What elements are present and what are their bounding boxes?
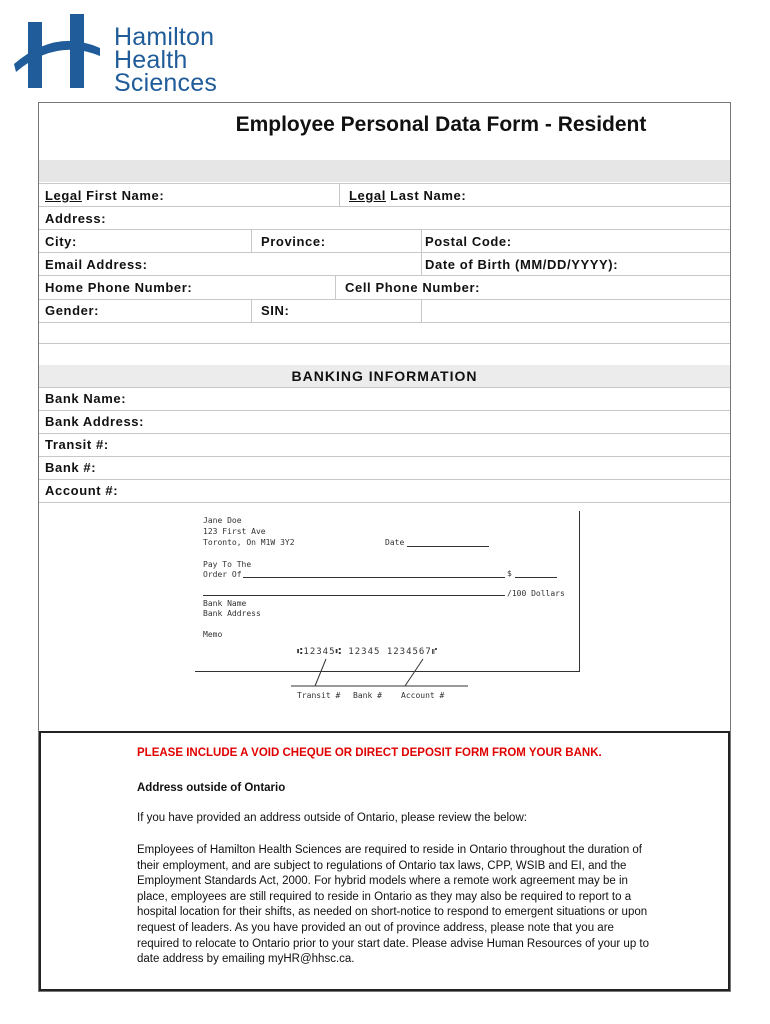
sin-label: SIN: <box>261 303 290 318</box>
legal-first-name-label: Legal First Name: <box>45 188 165 203</box>
cheque-memo: Memo <box>203 630 223 639</box>
shaded-band <box>39 160 730 182</box>
home-phone-label: Home Phone Number: <box>45 280 193 295</box>
transit-label: Transit #: <box>45 437 109 452</box>
cheque-city: Toronto, On M1W 3Y2 <box>203 538 295 547</box>
banking-info-heading: BANKING INFORMATION <box>291 368 478 384</box>
bank-name-label: Bank Name: <box>45 391 127 406</box>
cheque-pointer-lines <box>187 511 587 711</box>
legal-last-name-label: Legal Last Name: <box>349 188 467 203</box>
bank-number-label: Bank #: <box>45 460 97 475</box>
notice-box <box>39 731 730 991</box>
cell-phone-label: Cell Phone Number: <box>345 280 481 295</box>
gender-label: Gender: <box>45 303 100 318</box>
bank-address-label: Bank Address: <box>45 414 145 429</box>
cheque-pay-to-1: Pay To The <box>203 560 252 569</box>
cheque-transit-caption: Transit # <box>297 691 341 700</box>
city-label: City: <box>45 234 77 249</box>
sample-cheque <box>187 511 587 711</box>
cheque-date-label: Date <box>385 538 405 547</box>
logo-mark-icon <box>14 12 104 92</box>
cheque-dollars: /100 Dollars <box>507 589 565 598</box>
email-label: Email Address: <box>45 257 148 272</box>
outside-ontario-heading: Address outside of Ontario <box>137 782 286 794</box>
hamilton-health-sciences-logo <box>14 12 224 97</box>
address-label: Address: <box>45 211 107 226</box>
form-title: Employee Personal Data Form - Resident <box>235 113 647 136</box>
province-label: Province: <box>261 234 326 249</box>
cheque-name: Jane Doe <box>203 516 242 525</box>
logo-line-3: Sciences <box>114 69 218 97</box>
void-cheque-warning: PLEASE INCLUDE A VOID CHEQUE OR DIRECT DEPOSIT FORM FROM YOUR BANK. <box>137 747 602 759</box>
cheque-street: 123 First Ave <box>203 527 266 536</box>
cheque-bank-name: Bank Name <box>203 599 247 608</box>
logo-line-1: Hamilton <box>114 23 215 51</box>
cheque-dollar-sign: $ <box>507 569 512 578</box>
postal-code-label: Postal Code: <box>425 234 512 249</box>
cheque-pay-to-2: Order Of <box>203 570 242 579</box>
account-number-label: Account #: <box>45 483 119 498</box>
cheque-account-caption: Account # <box>401 691 445 700</box>
outside-ontario-body: Employees of Hamilton Health Sciences are required to reside in Ontario throughout the duration of their employment, and are subject to regulations of Ontario tax laws, CPP, WSIB and EI, and the Employment Standards Act, 2000. For hybrid models where a remote work agreement may be in place, employees are still required to reside in Ontario as they may also be required to report to a hospital location for their shifts, as needed on short-notice to respond to emergent situations or upon request of leaders. As you have provided an out of province address, please note that you are required to relocate to Ontario prior to your start date. Please advise Human Resources of your up to date address by emailing myHR@hhsc.ca. <box>137 844 650 966</box>
dob-label: Date of Birth (MM/DD/YYYY): <box>425 257 619 272</box>
outside-ontario-intro: If you have provided an address outside of Ontario, please review the below: <box>137 812 527 824</box>
cheque-bank-address: Bank Address <box>203 609 261 618</box>
form-title-row <box>39 103 730 161</box>
personal-data-form <box>38 102 731 992</box>
cheque-bank-caption: Bank # <box>353 691 382 700</box>
logo-line-2: Health <box>114 46 188 74</box>
cheque-micr-line: ⑆12345⑆ 12345 1234567⑈ <box>297 647 439 657</box>
